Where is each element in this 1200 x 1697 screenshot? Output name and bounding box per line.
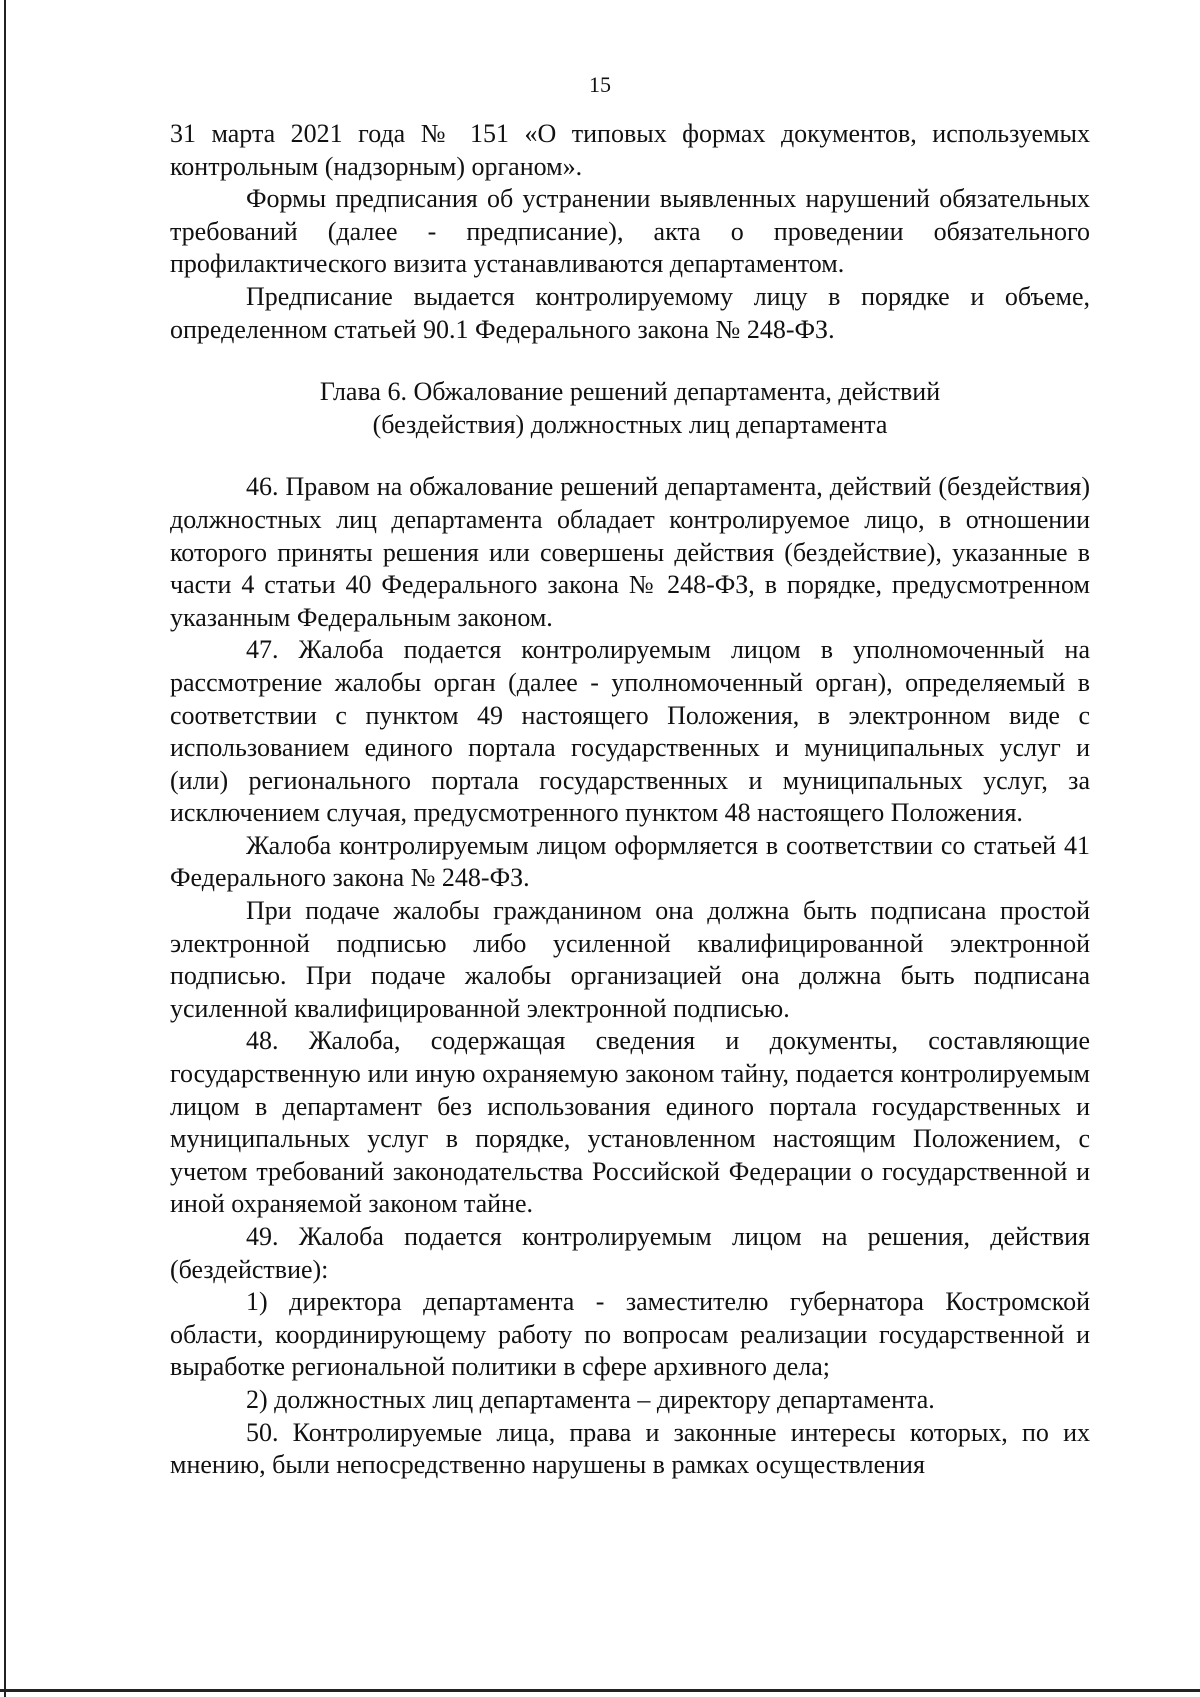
paragraph-48: 48. Жалоба, содержащая сведения и документы, составляющие государственную или иную охраняемую законом тайну, подается контролируемым лицом в департамент без использования единого портала государственных и муниципальных услуг в порядке, установленном настоящим Положением, с учетом требований законодательства Российской Федерации о государственной и иной охраняемой законом тайне. — [170, 1026, 1090, 1219]
paragraph-46: 46. Правом на обжалование решений департамента, действий (бездействия) должностных лиц департамента обладает контролируемое лицо, в отношении которого приняты решения или совершены действия (бездействие), указанные в части 4 статьи 40 Федерального закона № 248-ФЗ, в порядке, предусмотренном указанным Федеральным законом. — [170, 472, 1090, 632]
paragraph-prescription: Предписание выдается контролируемому лицу в порядке и объеме, определенном статьей 90.1 Федерального закона № 248-ФЗ. — [170, 281, 1090, 344]
paragraph-49-item-2: 2) должностных лиц департамента – директору департамента. — [246, 1384, 935, 1414]
scan-edge-bottom — [0, 1689, 1200, 1692]
page-number: 15 — [589, 72, 611, 97]
paragraph-49: 49. Жалоба подается контролируемым лицом на решения, действия (бездействие): — [170, 1222, 1090, 1284]
chapter-title-line-1: Глава 6. Обжалование решений департамента, действий — [319, 377, 941, 407]
chapter-heading — [170, 376, 1090, 441]
document-body — [170, 118, 1090, 1482]
chapter-title-line-2: (бездействия) должностных лиц департамента — [372, 409, 888, 439]
scan-edge-left — [4, 0, 6, 1697]
paragraph-50: 50. Контролируемые лица, права и законные интересы которых, по их мнению, были непосредственно нарушены в рамках осуществления — [170, 1417, 1090, 1480]
paragraph-47-signature: При подаче жалобы гражданином она должна быть подписана простой электронной подписью либо усиленной квалифицированной электронной подписью. При подаче жалобы организацией она должна быть подписана усиленной квалифицированной электронной подписью. — [170, 896, 1090, 1023]
paragraph-47: 47. Жалоба подается контролируемым лицом в уполномоченный на рассмотрение жалобы орган (далее - уполномоченный орган), определяемый в соответствии с пунктом 49 настоящего Положения, в электронном виде с использованием единого портала государственных и муниципальных услуг и (или) регионального портала государственных и муниципальных услуг, за исключением случая, предусмотренного пунктом 48 настоящего Положения. — [170, 635, 1090, 828]
paragraph-continuation: 31 марта 2021 года № 151 «О типовых формах документов, используемых контрольным (надзорным) органом». — [170, 119, 1090, 181]
paragraph-47-format: Жалоба контролируемым лицом оформляется в соответствии со статьей 41 Федерального закона № 248-ФЗ. — [170, 830, 1090, 893]
paragraph-49-item-1: 1) директора департамента - заместителю губернатора Костромской области, координирующему работу по вопросам реализации государственной и выработке региональной политики в сфере архивного дела; — [170, 1287, 1090, 1382]
paragraph-forms: Формы предписания об устранении выявленных нарушений обязательных требований (далее - предписание), акта о проведении обязательного профилактического визита устанавливаются департаментом. — [170, 184, 1090, 279]
